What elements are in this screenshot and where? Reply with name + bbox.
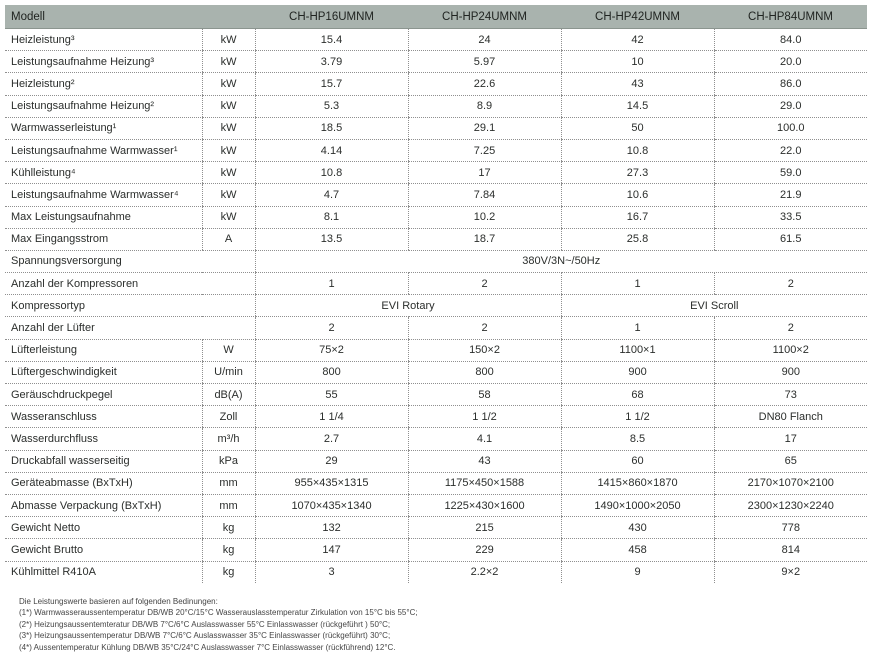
table-row — [5, 561, 867, 583]
row-label: Max Eingangsstrom — [5, 228, 202, 250]
value-cell: 24 — [408, 29, 561, 51]
table-row — [5, 184, 867, 206]
row-label: Gewicht Netto — [5, 517, 202, 539]
value-cell: 50 — [561, 117, 714, 139]
row-label: Abmasse Verpackung (BxTxH) — [5, 494, 202, 516]
footnotes — [19, 596, 870, 654]
value-cell: 2 — [714, 317, 867, 339]
unit-cell: kW — [202, 95, 255, 117]
value-cell: 2 — [408, 273, 561, 295]
row-label: Geräteabmasse (BxTxH) — [5, 472, 202, 494]
unit-cell: mm — [202, 494, 255, 516]
value-cell: 59.0 — [714, 162, 867, 184]
unit-cell: kg — [202, 517, 255, 539]
value-cell: 8.9 — [408, 95, 561, 117]
unit-cell: dB(A) — [202, 384, 255, 406]
value-cell: 1490×1000×2050 — [561, 494, 714, 516]
table-row — [5, 450, 867, 472]
unit-cell: kW — [202, 117, 255, 139]
value-cell: 900 — [714, 361, 867, 383]
table-row — [5, 139, 867, 161]
table-row — [5, 73, 867, 95]
value-cell: 1 — [561, 317, 714, 339]
row-label: Leistungsaufnahme Heizung³ — [5, 51, 202, 73]
value-cell: 100.0 — [714, 117, 867, 139]
value-cell: 1 1/4 — [255, 406, 408, 428]
value-cell: 4.14 — [255, 139, 408, 161]
value-cell: 5.3 — [255, 95, 408, 117]
value-cell: 29.0 — [714, 95, 867, 117]
value-cell: 14.5 — [561, 95, 714, 117]
footnote-intro: Die Leistungswerte basieren auf folgenden Bedinungen: — [19, 596, 218, 606]
value-cell: 900 — [561, 361, 714, 383]
value-cell: 7.84 — [408, 184, 561, 206]
model-header-hp84: CH-HP84UMNM — [714, 5, 867, 29]
model-header-hp42: CH-HP42UMNM — [561, 5, 714, 29]
row-label: Kühlmittel R410A — [11, 566, 96, 579]
row-label: Kompressortyp — [5, 295, 255, 317]
value-cell: 42 — [561, 29, 714, 51]
table-row — [5, 428, 867, 450]
value-cell: 132 — [255, 517, 408, 539]
row-label: Wasseranschluss — [5, 406, 202, 428]
unit-cell: kW — [202, 29, 255, 51]
value-cell: 2.2×2 — [408, 561, 561, 583]
table-row — [5, 273, 867, 295]
unit-cell: kW — [202, 73, 255, 95]
value-cell: 25.8 — [561, 228, 714, 250]
unit-cell: kW — [202, 162, 255, 184]
value-cell: 458 — [561, 539, 714, 561]
unit-cell: mm — [202, 472, 255, 494]
unit-cell: kW — [202, 206, 255, 228]
row-label: Leistungsaufnahme Heizung² — [5, 95, 202, 117]
value-cell: 1 — [255, 273, 408, 295]
value-cell: 75×2 — [255, 339, 408, 361]
table-row — [5, 162, 867, 184]
value-cell: 3 — [255, 561, 408, 583]
table-row — [5, 95, 867, 117]
value-cell: 814 — [714, 539, 867, 561]
value-cell: 43 — [561, 73, 714, 95]
value-cell: 229 — [408, 539, 561, 561]
value-cell: 1 1/2 — [561, 406, 714, 428]
row-label: Warmwasserleistung¹ — [5, 117, 202, 139]
value-cell: 13.5 — [255, 228, 408, 250]
unit-cell: kW — [202, 139, 255, 161]
table-row — [5, 361, 867, 383]
unit-cell: kW — [202, 51, 255, 73]
value-cell: 215 — [408, 517, 561, 539]
value-cell: 17 — [714, 428, 867, 450]
table-row — [5, 517, 867, 539]
unit-cell: kW — [202, 184, 255, 206]
row-label: Kühlleistung⁴ — [5, 162, 202, 184]
value-cell: 86.0 — [714, 73, 867, 95]
value-cell: 60 — [561, 450, 714, 472]
row-label: Anzahl der Lüfter — [5, 317, 255, 339]
value-cell-merged: EVI Rotary — [255, 295, 561, 317]
unit-cell: kPa — [202, 450, 255, 472]
table-row — [5, 384, 867, 406]
value-cell: 778 — [714, 517, 867, 539]
row-label: Lüfterleistung — [5, 339, 202, 361]
value-cell: 73 — [714, 384, 867, 406]
value-cell: 1415×860×1870 — [561, 472, 714, 494]
table-row — [5, 51, 867, 73]
value-cell: 10.8 — [255, 162, 408, 184]
value-cell: 4.7 — [255, 184, 408, 206]
value-cell: 29 — [255, 450, 408, 472]
value-cell: 61.5 — [714, 228, 867, 250]
value-cell: 10.2 — [408, 206, 561, 228]
value-cell: 1 1/2 — [408, 406, 561, 428]
value-cell: 65 — [714, 450, 867, 472]
footnote-line: (2*) Heizungsaussentemteratur DB/WB 7°C/6°C Auslasswasser 55°C Einlasswasser (rückgeführt ) 50°C; — [19, 619, 391, 629]
unit-cell: kg — [202, 539, 255, 561]
value-cell-merged: 380V/3N~/50Hz — [255, 250, 867, 272]
value-cell: 2 — [255, 317, 408, 339]
row-label: Heizleistung³ — [5, 29, 202, 51]
table-row — [5, 29, 867, 51]
value-cell: 2170×1070×2100 — [714, 472, 867, 494]
value-cell: 68 — [561, 384, 714, 406]
value-cell: 10 — [561, 51, 714, 73]
value-cell: 9 — [561, 561, 714, 583]
value-cell: 18.5 — [255, 117, 408, 139]
table-row — [5, 339, 867, 361]
value-cell: 8.1 — [255, 206, 408, 228]
table-row — [5, 228, 867, 250]
row-label: Spannungsversorgung — [5, 250, 255, 272]
value-cell: 43 — [408, 450, 561, 472]
row-label: Anzahl der Kompressoren — [5, 273, 255, 295]
value-cell: 18.7 — [408, 228, 561, 250]
row-label: Leistungsaufnahme Warmwasser⁴ — [5, 184, 202, 206]
row-label: Wasserdurchfluss — [5, 428, 202, 450]
footnote-line: (1*) Warmwasseraussentemperatur DB/WB 20°C/15°C Wasserauslasstemperatur Zirkulation von 15°C bis 55°C; — [19, 608, 418, 618]
value-cell: 2 — [408, 317, 561, 339]
footnote-line: (3*) Heizungsaussentemperatur DB/WB 7°C/6°C Auslasswasser 35°C Einlasswasser (rückgeführt) 30°C; — [19, 631, 391, 641]
header-row — [5, 5, 867, 29]
model-header-hp16: CH-HP16UMNM — [255, 5, 408, 29]
table-row — [5, 539, 867, 561]
value-cell: 16.7 — [561, 206, 714, 228]
value-cell: 17 — [408, 162, 561, 184]
value-cell: 9×2 — [714, 561, 867, 583]
unit-cell: A — [202, 228, 255, 250]
value-cell: 58 — [408, 384, 561, 406]
value-cell: 22.0 — [714, 139, 867, 161]
value-cell: 15.7 — [255, 73, 408, 95]
row-label: Leistungsaufnahme Warmwasser¹ — [5, 139, 202, 161]
row-label: Druckabfall wasserseitig — [5, 450, 202, 472]
value-cell: 800 — [255, 361, 408, 383]
row-label: Heizleistung² — [5, 73, 202, 95]
footnote-line: (4*) Aussentemperatur Kühlung DB/WB 35°C/24°C Auslasswasser 7°C Einlasswasser (rückführend) 12°C. — [19, 643, 396, 653]
value-cell: 1100×2 — [714, 339, 867, 361]
spec-table — [5, 5, 867, 583]
table-row-compressor-type — [5, 295, 867, 317]
value-cell: 27.3 — [561, 162, 714, 184]
row-label: Lüftergeschwindigkeit — [5, 361, 202, 383]
value-cell: 22.6 — [408, 73, 561, 95]
value-cell: 430 — [561, 517, 714, 539]
unit-cell: Zoll — [202, 406, 255, 428]
unit-cell: U/min — [202, 361, 255, 383]
table-row — [5, 406, 867, 428]
value-cell: 1 — [561, 273, 714, 295]
value-cell: 147 — [255, 539, 408, 561]
value-cell: 84.0 — [714, 29, 867, 51]
value-cell: 8.5 — [561, 428, 714, 450]
value-cell: 955×435×1315 — [255, 472, 408, 494]
value-cell: 21.9 — [714, 184, 867, 206]
value-cell: 1070×435×1340 — [255, 494, 408, 516]
value-cell: 5.97 — [408, 51, 561, 73]
table-row — [5, 472, 867, 494]
table-row — [5, 206, 867, 228]
table-row — [5, 494, 867, 516]
value-cell: DN80 Flanch — [714, 406, 867, 428]
value-cell: 2300×1230×2240 — [714, 494, 867, 516]
value-cell: 2.7 — [255, 428, 408, 450]
model-column-header: Modell — [5, 5, 255, 29]
value-cell: 7.25 — [408, 139, 561, 161]
value-cell: 2 — [714, 273, 867, 295]
unit-cell: kg — [202, 561, 255, 583]
value-cell: 29.1 — [408, 117, 561, 139]
value-cell: 10.6 — [561, 184, 714, 206]
value-cell: 1100×1 — [561, 339, 714, 361]
row-label: Gewicht Brutto — [5, 539, 202, 561]
table-row-power-supply — [5, 250, 867, 272]
row-label: Geräuschdruckpegel — [5, 384, 202, 406]
value-cell: 20.0 — [714, 51, 867, 73]
value-cell: 33.5 — [714, 206, 867, 228]
value-cell: 150×2 — [408, 339, 561, 361]
value-cell: 4.1 — [408, 428, 561, 450]
value-cell: 1225×430×1600 — [408, 494, 561, 516]
table-row — [5, 317, 867, 339]
unit-cell: W — [202, 339, 255, 361]
value-cell: 55 — [255, 384, 408, 406]
value-cell-merged: EVI Scroll — [561, 295, 867, 317]
table-row — [5, 117, 867, 139]
value-cell: 15.4 — [255, 29, 408, 51]
value-cell: 800 — [408, 361, 561, 383]
unit-cell: m³/h — [202, 428, 255, 450]
value-cell: 1175×450×1588 — [408, 472, 561, 494]
model-header-hp24: CH-HP24UMNM — [408, 5, 561, 29]
value-cell: 10.8 — [561, 139, 714, 161]
value-cell: 3.79 — [255, 51, 408, 73]
row-label: Max Leistungsaufnahme — [5, 206, 202, 228]
